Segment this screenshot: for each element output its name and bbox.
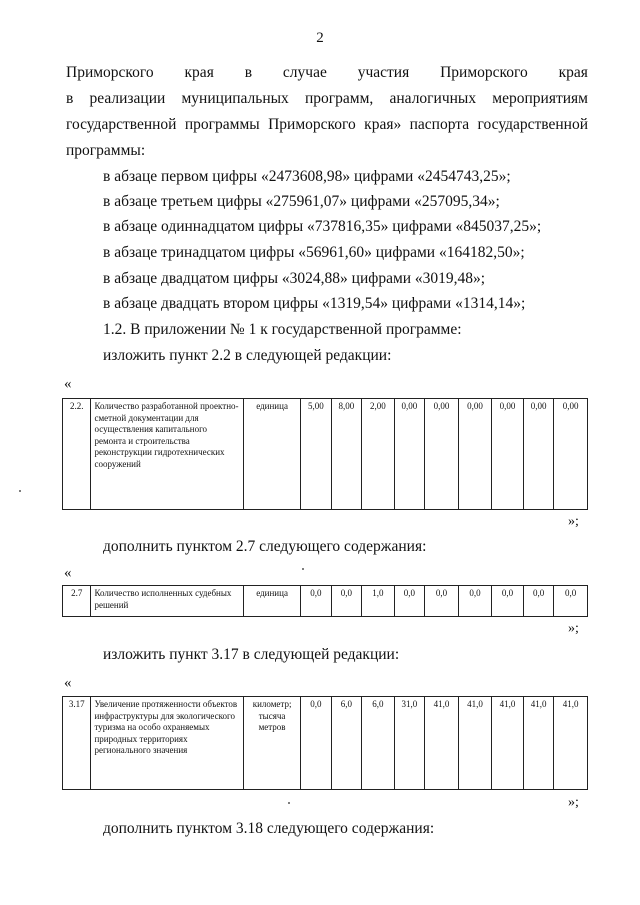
paragraph-word: программы — [184, 116, 260, 133]
page-number: 2 — [316, 30, 324, 46]
item-unit: километр; тысяча метров — [244, 697, 301, 790]
value-cell: 0,00 — [554, 399, 588, 510]
value-cell: 0,00 — [492, 399, 524, 510]
section-heading-1-2: 1.2. В приложении № 1 к государственной программе: — [103, 321, 462, 338]
value-cell: 2,00 — [362, 399, 395, 510]
paragraph-word: реализации — [89, 90, 166, 107]
open-quote: « — [64, 675, 72, 691]
paragraph-line-4: программы: — [66, 142, 146, 159]
table-item-3-17 — [62, 696, 588, 790]
instruction-item-2-7: дополнить пунктом 2.7 следующего содержания: — [103, 538, 427, 555]
value-cell: 0,0 — [301, 586, 332, 617]
amendment-line: в абзаце первом цифры «2473608,98» цифрами «2454743,25»; — [103, 168, 511, 185]
scan-speck — [302, 568, 304, 570]
item-name: Количество разработанной проектно-сметной документации для осуществления капитального ремонта и строительства реконструкции гидротехнических сооружений — [91, 399, 244, 510]
paragraph-word: аналогичных — [389, 90, 477, 107]
item-name: Увеличение протяженности объектов инфраструктуры для экологического туризма на особо охраняемых природных территориях регионального значения — [91, 697, 244, 790]
value-cell: 6,0 — [362, 697, 395, 790]
paragraph-word: края — [558, 64, 588, 81]
item-number: 3.17 — [63, 697, 91, 790]
paragraph-word: программ, — [305, 90, 374, 107]
paragraph-word: случае — [282, 64, 327, 81]
value-cell: 41,0 — [554, 697, 588, 790]
table-row — [63, 586, 588, 617]
paragraph-line-1 — [66, 64, 588, 82]
paragraph-word: муниципальных — [181, 90, 289, 107]
paragraph-line-2 — [66, 90, 588, 108]
value-cell: 0,00 — [458, 399, 492, 510]
item-unit: единица — [244, 586, 301, 617]
paragraph-word: Приморского — [268, 116, 356, 133]
amendment-line: в абзаце третьем цифры «275961,07» цифрами «257095,34»; — [103, 193, 500, 210]
close-quote: »; — [568, 621, 579, 636]
open-quote: « — [64, 376, 72, 392]
amendment-line: в абзаце тринадцатом цифры «56961,60» цифрами «164182,50»; — [103, 244, 525, 261]
item-number: 2.2. — [63, 399, 91, 510]
value-cell: 0,00 — [425, 399, 459, 510]
value-cell: 1,0 — [362, 586, 395, 617]
instruction-item-3-17: изложить пункт 3.17 в следующей редакции: — [103, 646, 400, 663]
paragraph-line-3 — [66, 116, 588, 134]
amendment-line: в абзаце одиннадцатом цифры «737816,35» цифрами «845037,25»; — [103, 218, 542, 235]
paragraph-word: в — [66, 90, 74, 107]
value-cell: 6,0 — [331, 697, 362, 790]
item-name: Количество исполненных судебных решений — [91, 586, 244, 617]
value-cell: 41,0 — [492, 697, 524, 790]
table-row — [63, 399, 588, 510]
value-cell: 31,0 — [394, 697, 425, 790]
paragraph-word: государственной — [477, 116, 588, 133]
instruction-item-2-2: изложить пункт 2.2 в следующей редакции: — [103, 347, 392, 364]
paragraph-word: участия — [357, 64, 410, 81]
value-cell: 0,0 — [554, 586, 588, 617]
instruction-item-3-18: дополнить пунктом 3.18 следующего содержания: — [103, 820, 435, 837]
value-cell: 0,0 — [523, 586, 554, 617]
value-cell: 41,0 — [523, 697, 554, 790]
value-cell: 0,0 — [331, 586, 362, 617]
value-cell: 8,00 — [331, 399, 362, 510]
value-cell: 0,0 — [425, 586, 459, 617]
paragraph-word: мероприятиям — [492, 90, 588, 107]
scan-speck — [19, 490, 21, 492]
paragraph-word: в — [244, 64, 253, 81]
paragraph-word: края — [184, 64, 214, 81]
value-cell: 5,00 — [301, 399, 332, 510]
close-quote: »; — [568, 795, 579, 810]
scan-speck — [288, 802, 290, 804]
amendment-line: в абзаце двадцатом цифры «3024,88» цифрами «3019,48»; — [103, 270, 486, 287]
item-number: 2.7 — [63, 586, 91, 617]
table-item-2-7 — [62, 585, 588, 617]
close-quote: »; — [568, 514, 579, 529]
value-cell: 0,0 — [394, 586, 425, 617]
paragraph-word: паспорта — [409, 116, 470, 133]
paragraph-word: Приморского — [66, 64, 154, 81]
value-cell: 0,00 — [523, 399, 554, 510]
value-cell: 0,0 — [301, 697, 332, 790]
amendment-line: в абзаце двадцать втором цифры «1319,54» цифрами «1314,14»; — [103, 295, 526, 312]
value-cell: 41,0 — [458, 697, 492, 790]
paragraph-word: края» — [364, 116, 402, 133]
paragraph-word: Приморского — [440, 64, 528, 81]
open-quote: « — [64, 565, 72, 581]
paragraph-word: государственной — [66, 116, 177, 133]
value-cell: 0,0 — [492, 586, 524, 617]
value-cell: 0,00 — [394, 399, 425, 510]
item-unit: единица — [244, 399, 301, 510]
value-cell: 0,0 — [458, 586, 492, 617]
table-item-2-2 — [62, 398, 588, 510]
table-row — [63, 697, 588, 790]
value-cell: 41,0 — [425, 697, 459, 790]
